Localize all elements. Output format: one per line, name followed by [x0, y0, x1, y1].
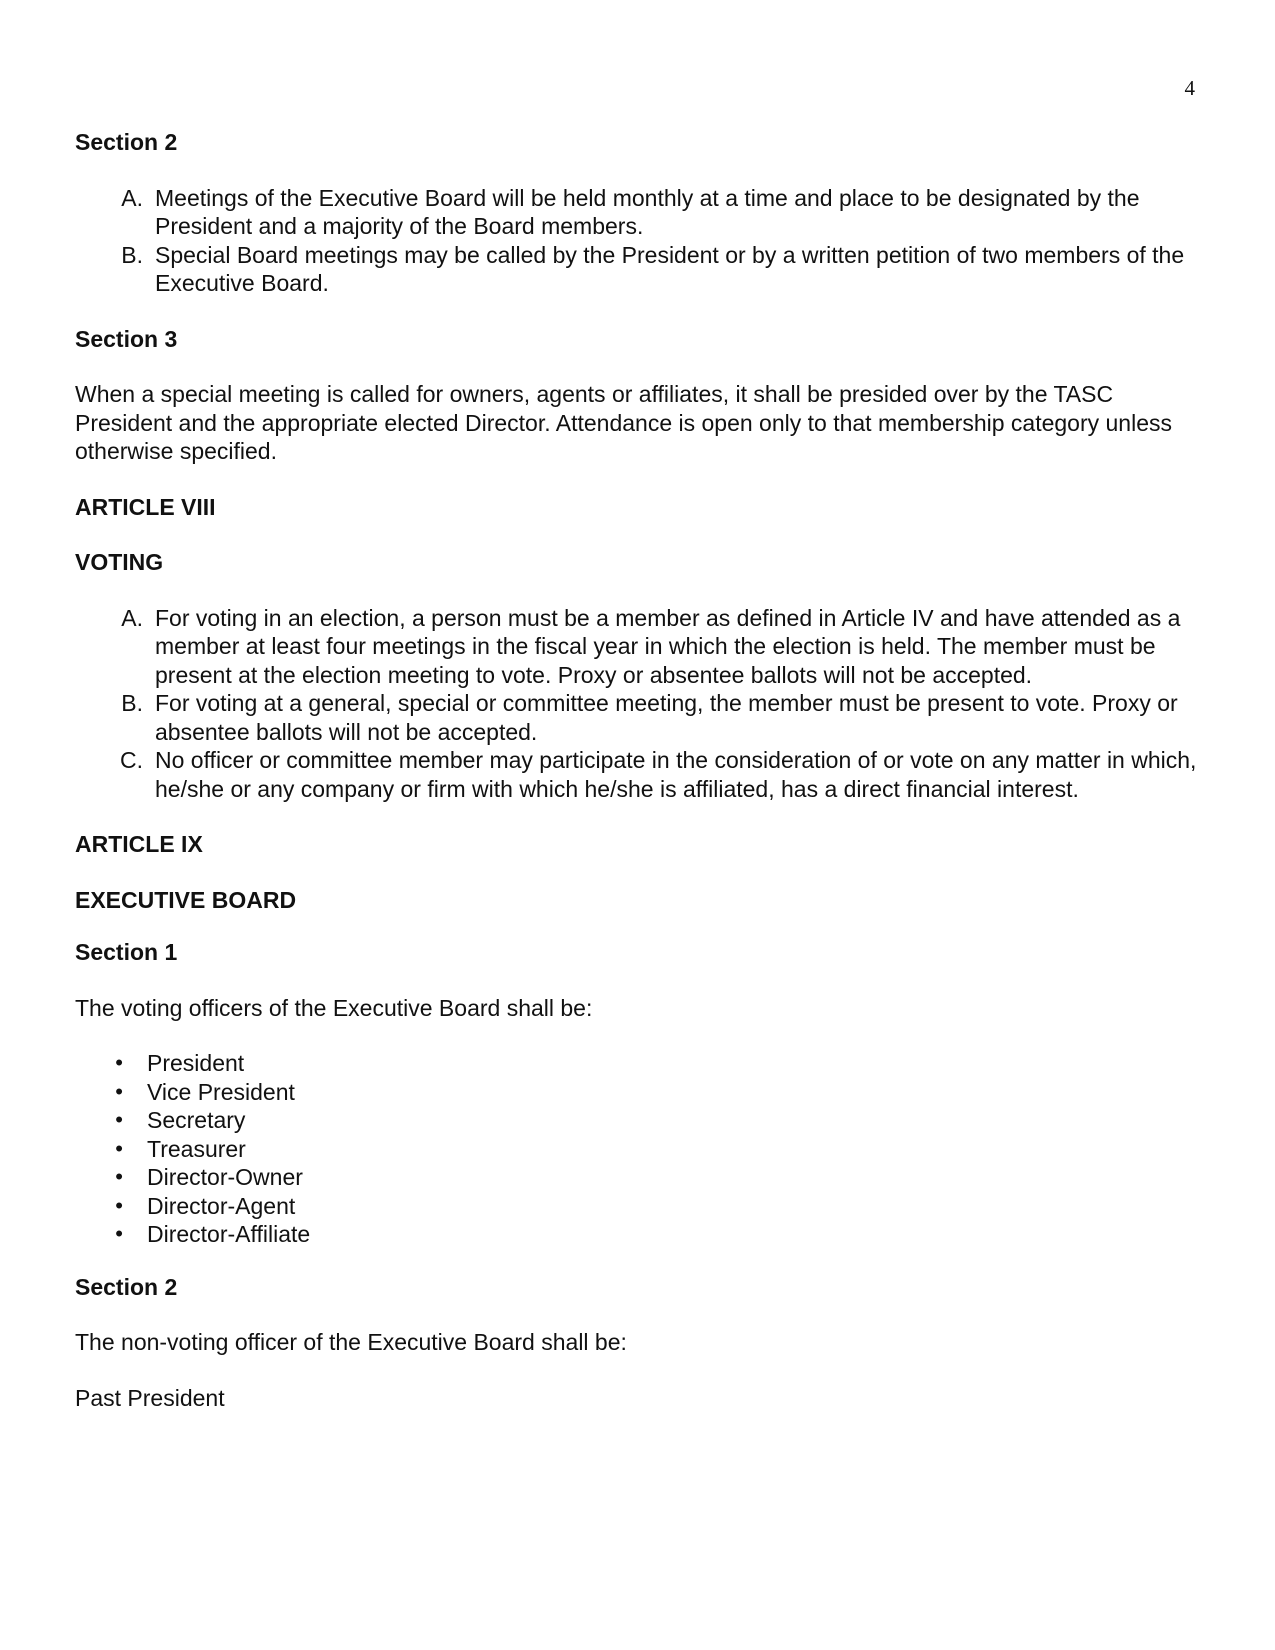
exec-section-1-paragraph: The voting officers of the Executive Board shall be: — [75, 994, 593, 1021]
list-item-text: Director-Affiliate — [147, 1221, 311, 1247]
list-item — [75, 1049, 1200, 1078]
bullet-icon: • — [115, 1135, 123, 1161]
section-2-heading: Section 2 — [75, 129, 178, 155]
bullet-icon: • — [115, 1192, 123, 1218]
bullet-icon: • — [115, 1164, 123, 1189]
list-item-text: Vice President — [147, 1078, 295, 1105]
bullet-icon: • — [115, 1221, 123, 1246]
list-item — [75, 1163, 1200, 1192]
list-item-text: Treasurer — [147, 1135, 246, 1162]
voting-officers-list — [75, 1049, 1200, 1249]
section-2-list — [75, 184, 1200, 298]
bullet-icon: • — [115, 1050, 123, 1075]
list-item-text: Secretary — [147, 1107, 246, 1133]
list-item — [75, 604, 1200, 690]
list-item-text: No officer or committee member may participate in the consideration of or vote on any matter in which, he/she or any company or firm with which he/she is affiliated, has a direct financial interest. — [155, 747, 1197, 802]
list-item — [75, 1135, 1200, 1164]
bullet-icon: • — [115, 1107, 123, 1132]
list-item — [75, 1192, 1200, 1221]
section-3-paragraph: When a special meeting is called for owners, agents or affiliates, it shall be presided over by the TASC President and the appropriate elected Director. Attendance is open only to that membership category unless otherwise specified. — [75, 381, 1172, 464]
article-viii-heading: ARTICLE VIII — [75, 493, 216, 520]
list-item — [75, 241, 1200, 298]
list-item — [75, 689, 1200, 746]
list-marker: B. — [121, 690, 143, 716]
page-number: 4 — [1184, 76, 1195, 100]
list-item — [75, 184, 1200, 241]
list-item — [75, 746, 1200, 803]
list-item-text: Special Board meetings may be called by the President or by a written petition of two members of the Executive Board. — [155, 241, 1185, 296]
list-marker: A. — [121, 184, 143, 211]
list-item-text: President — [147, 1050, 245, 1076]
voting-list — [75, 604, 1200, 804]
list-item-text: For voting in an election, a person must be a member as defined in Article IV and have attended as a member at least four meetings in the fiscal year in which the election is held. The member must be present at the election meeting to vote. Proxy or absentee ballots will not be accepted. — [155, 604, 1181, 688]
exec-section-1-heading: Section 1 — [75, 939, 178, 965]
list-item — [75, 1078, 1200, 1107]
non-voting-officer: Past President — [75, 1384, 225, 1411]
list-item-text: Director-Owner — [147, 1164, 303, 1190]
executive-board-heading: EXECUTIVE BOARD — [75, 886, 297, 913]
list-item-text: Director-Agent — [147, 1192, 296, 1219]
voting-heading: VOTING — [75, 549, 164, 575]
bullet-icon: • — [115, 1078, 123, 1104]
section-3-heading: Section 3 — [75, 325, 178, 352]
article-ix-heading: ARTICLE IX — [75, 831, 203, 857]
list-item-text: Meetings of the Executive Board will be held monthly at a time and place to be designated by the President and a majority of the Board members. — [155, 184, 1140, 239]
list-marker: C. — [120, 747, 143, 773]
list-item — [75, 1220, 1200, 1249]
list-marker: A. — [121, 604, 143, 631]
list-item — [75, 1106, 1200, 1135]
list-item-text: For voting at a general, special or committee meeting, the member must be present to vote. Proxy or absentee ballots will not be accepted. — [155, 690, 1178, 745]
exec-section-2-heading: Section 2 — [75, 1273, 178, 1300]
list-marker: B. — [121, 241, 143, 268]
document-body — [75, 128, 1200, 1412]
exec-section-2-paragraph: The non-voting officer of the Executive Board shall be: — [75, 1329, 627, 1355]
